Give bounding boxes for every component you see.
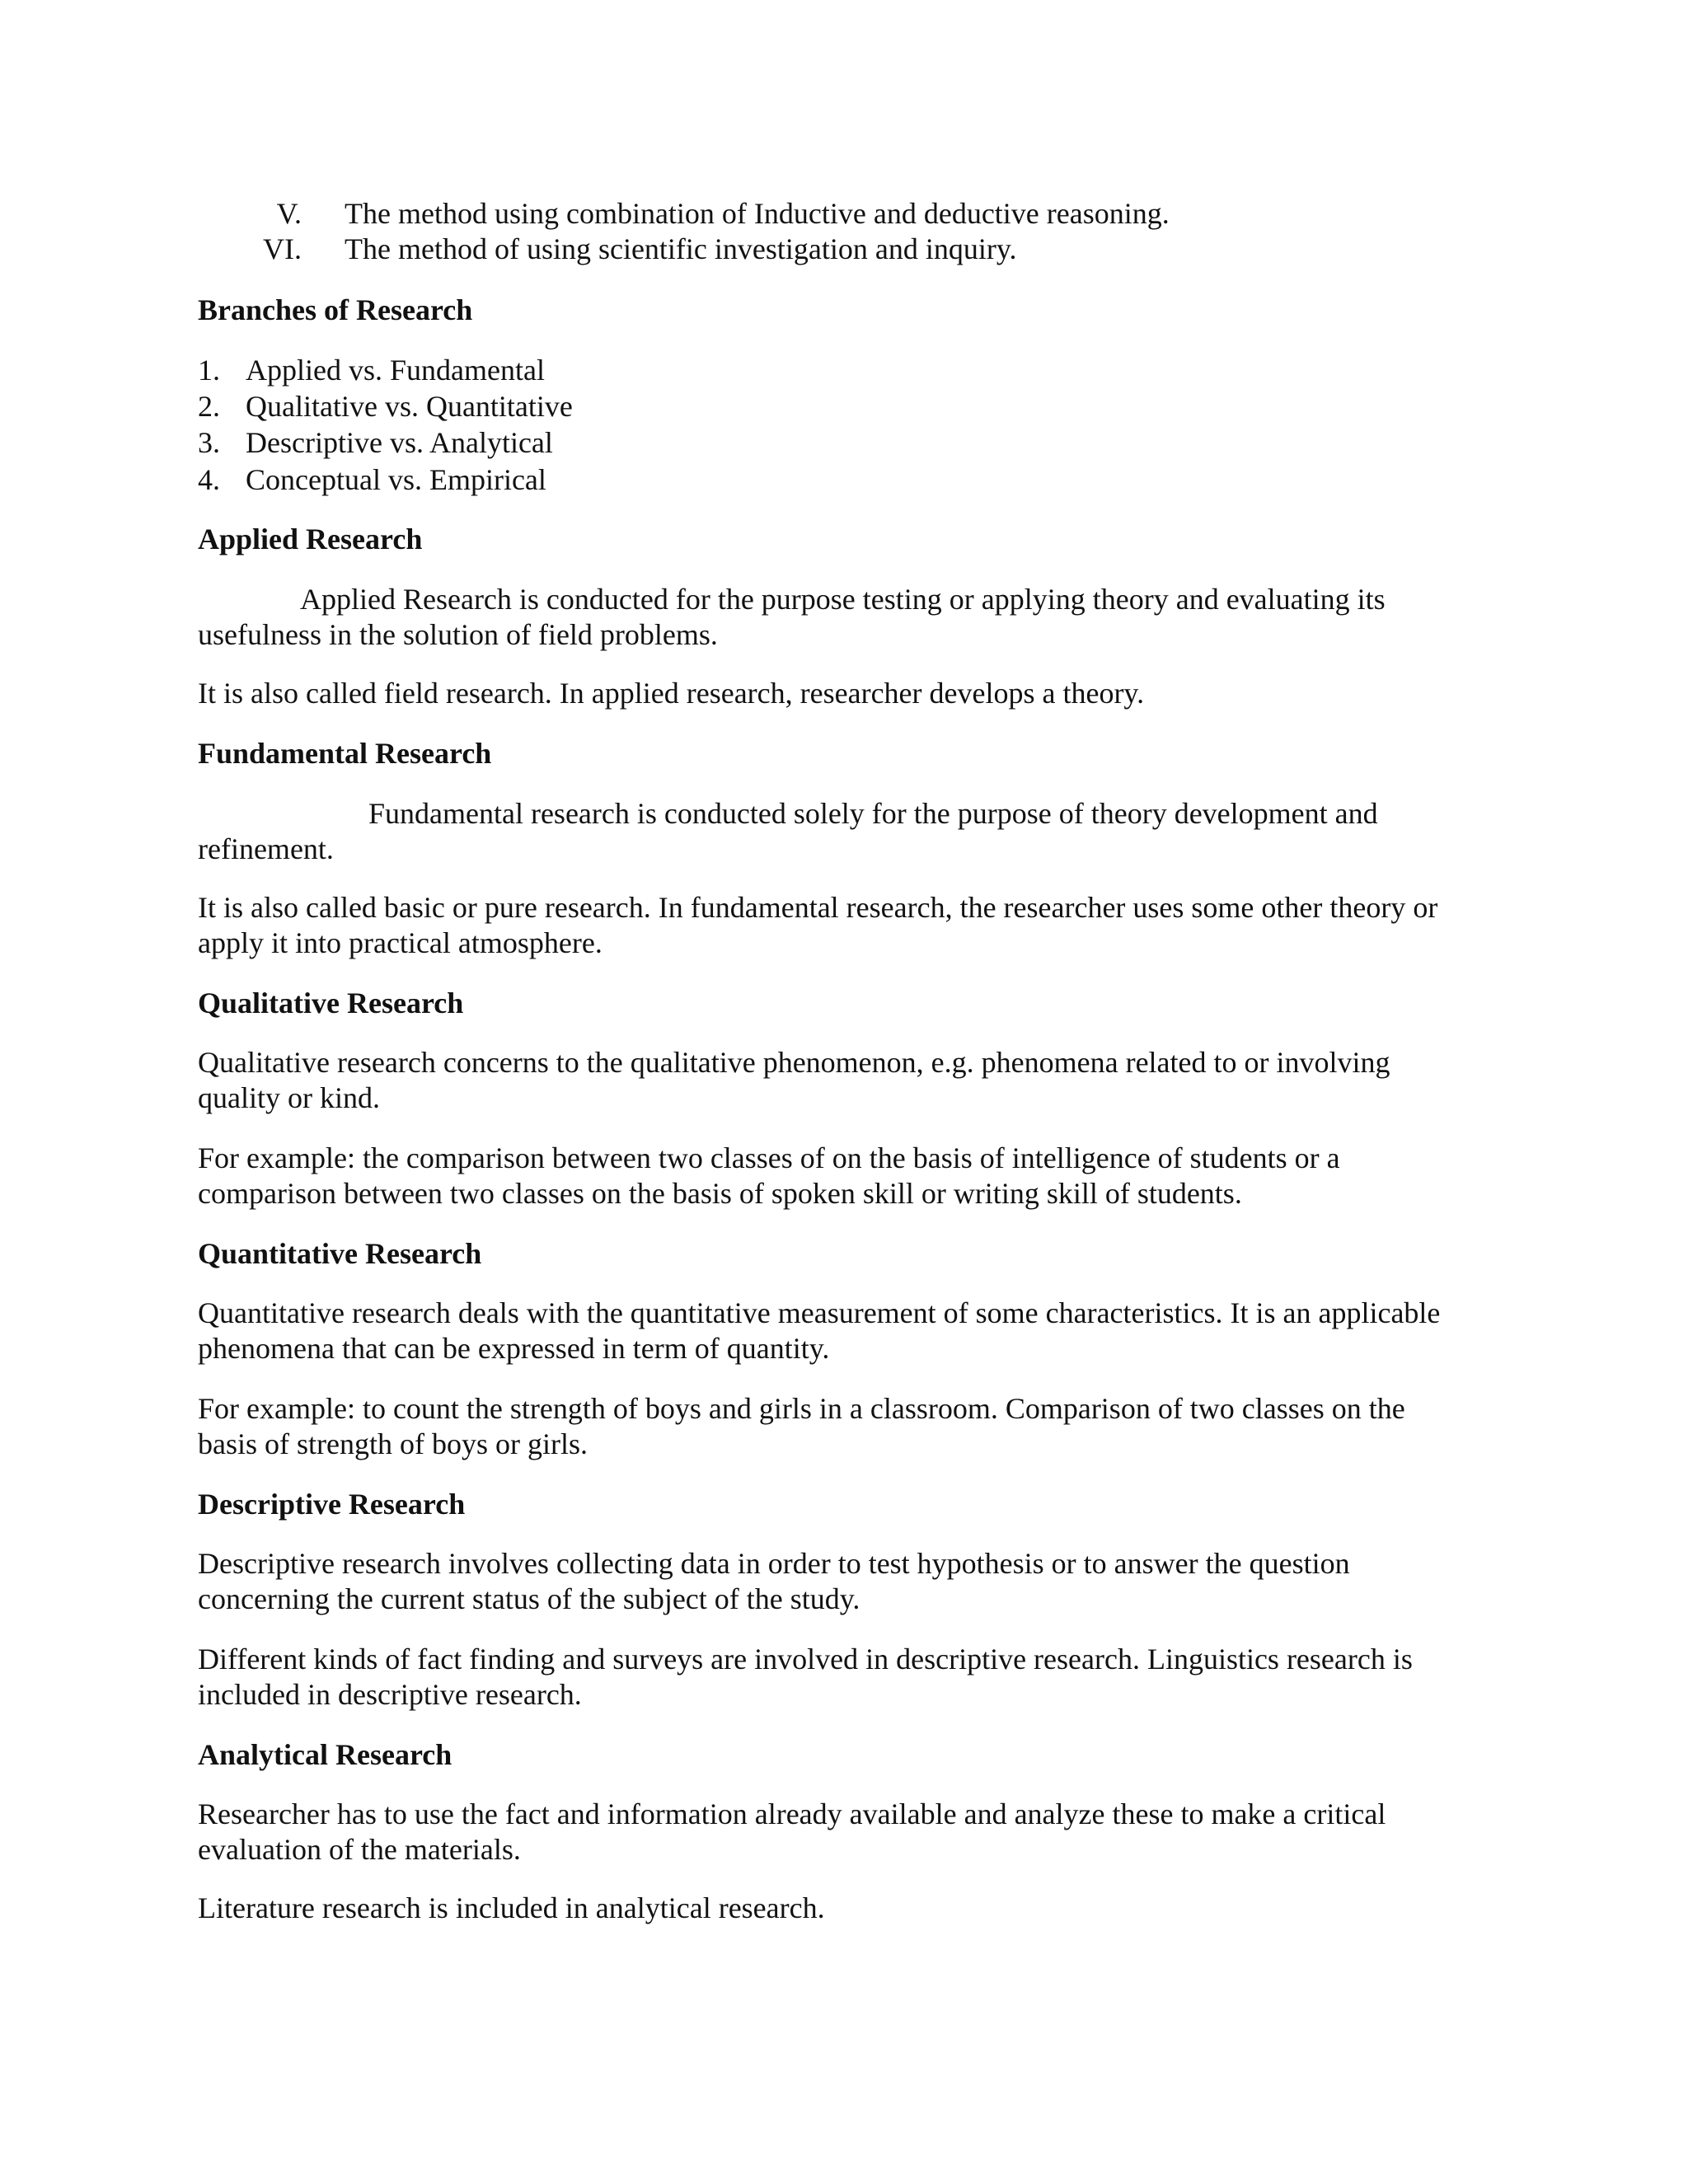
list-item: Descriptive vs. Analytical [246, 426, 553, 459]
paragraph-line: comparison between two classes on the basis of spoken skill or writing skill of students. [198, 1177, 1242, 1210]
paragraph-line: Fundamental research is conducted solely for the purpose of theory development and [368, 797, 1378, 830]
list-marker: VI. [263, 232, 302, 265]
paragraph-line: For example: to count the strength of boys and girls in a classroom. Comparison of two classes on the [198, 1392, 1405, 1425]
paragraph-line: usefulness in the solution of field problems. [198, 618, 718, 651]
paragraph-line: Qualitative research concerns to the qualitative phenomenon, e.g. phenomena related to or involving [198, 1046, 1390, 1079]
section-heading: Applied Research [198, 523, 423, 555]
section-heading: Branches of Research [198, 293, 473, 326]
list-item: Qualitative vs. Quantitative [246, 390, 573, 423]
paragraph-line: Literature research is included in analytical research. [198, 1891, 825, 1924]
paragraph-line: phenomena that can be expressed in term of quantity. [198, 1332, 830, 1365]
section-heading: Fundamental Research [198, 737, 492, 770]
paragraph-line: evaluation of the materials. [198, 1833, 521, 1866]
section-heading: Qualitative Research [198, 987, 464, 1019]
list-marker: V. [276, 197, 302, 230]
paragraph-line: basis of strength of boys or girls. [198, 1427, 588, 1460]
paragraph-line: Applied Research is conducted for the purpose testing or applying theory and evaluating its [300, 583, 1386, 616]
list-item: Conceptual vs. Empirical [246, 463, 546, 496]
paragraph-line: It is also called basic or pure research. In fundamental research, the researcher uses some other theory or [198, 891, 1438, 924]
list-marker: 3. [198, 426, 220, 459]
section-heading: Quantitative Research [198, 1237, 482, 1270]
paragraph-line: Quantitative research deals with the quantitative measurement of some characteristics. It is an applicable [198, 1296, 1441, 1329]
paragraph-line: concerning the current status of the subject of the study. [198, 1582, 860, 1615]
paragraph-line: apply it into practical atmosphere. [198, 926, 603, 959]
paragraph-line: included in descriptive research. [198, 1678, 582, 1711]
paragraph-line: For example: the comparison between two classes of on the basis of intelligence of students or a [198, 1141, 1340, 1174]
section-heading: Analytical Research [198, 1738, 452, 1771]
paragraph-line: Descriptive research involves collecting data in order to test hypothesis or to answer the question [198, 1547, 1350, 1580]
section-heading: Descriptive Research [198, 1488, 466, 1521]
paragraph-line: Researcher has to use the fact and information already available and analyze these to make a critical [198, 1797, 1386, 1830]
paragraph-line: quality or kind. [198, 1081, 380, 1114]
list-item: Applied vs. Fundamental [246, 354, 545, 387]
list-marker: 1. [198, 354, 220, 387]
list-item: The method using combination of Inductive and deductive reasoning. [345, 197, 1170, 230]
paragraph-line: Different kinds of fact finding and surveys are involved in descriptive research. Linguistics research is [198, 1643, 1413, 1675]
list-marker: 2. [198, 390, 220, 423]
paragraph-line: refinement. [198, 832, 334, 865]
list-item: The method of using scientific investigation and inquiry. [345, 232, 1017, 265]
list-marker: 4. [198, 463, 220, 496]
paragraph-line: It is also called field research. In applied research, researcher develops a theory. [198, 677, 1145, 710]
